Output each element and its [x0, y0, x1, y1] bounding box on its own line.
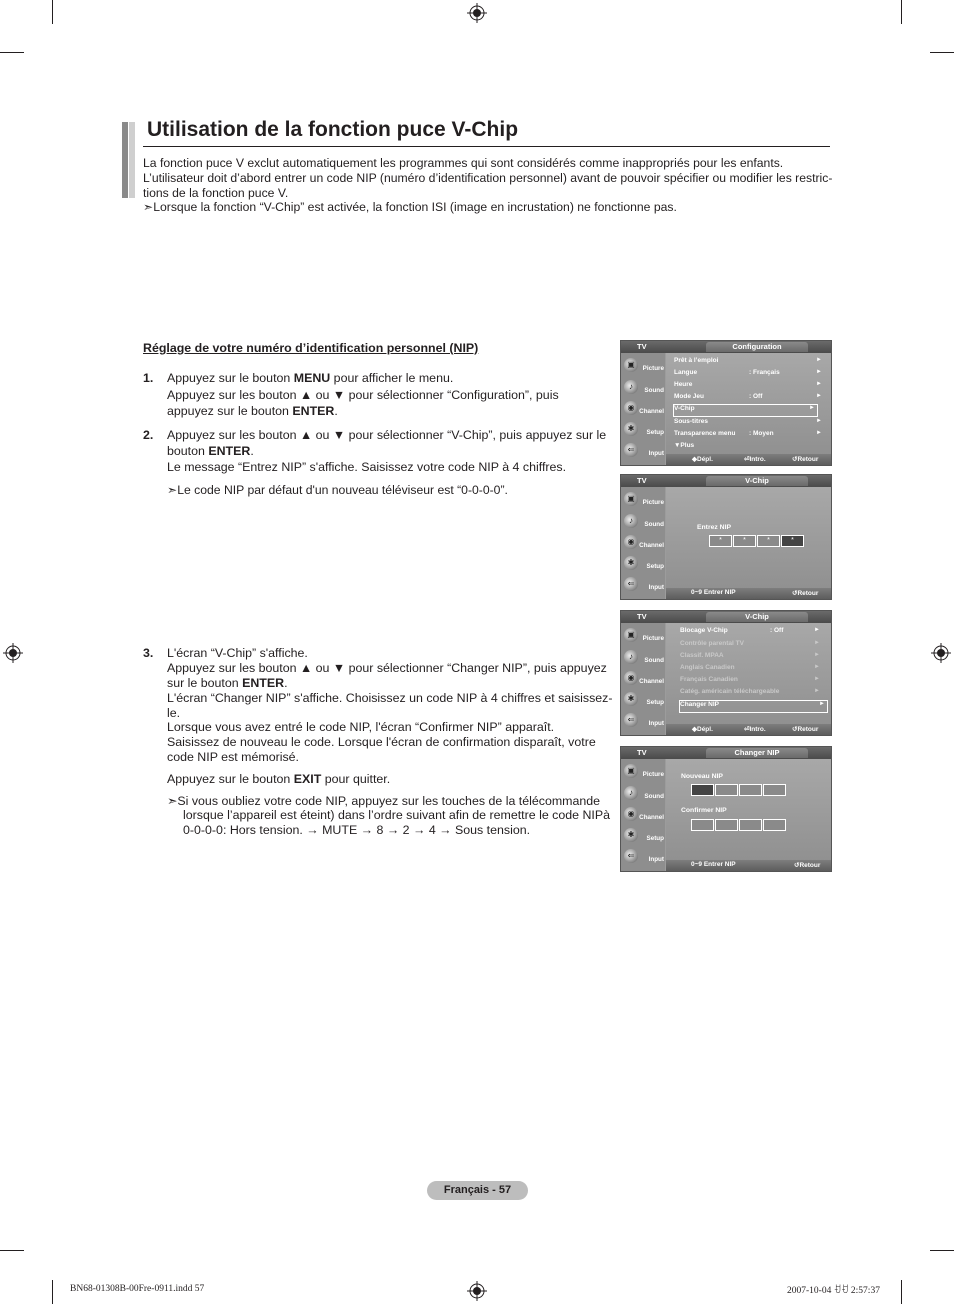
- picture-icon: ▣: [624, 628, 638, 642]
- osd-side-input: ⇐ Input: [623, 576, 665, 596]
- osd-menu-item[interactable]: Prêt à l’emploi ►: [674, 357, 822, 364]
- osd-side-sound: ♪ Sound: [623, 649, 665, 669]
- osd-footer: [666, 588, 831, 599]
- sound-icon: ♪: [624, 786, 638, 800]
- picture-icon: ▣: [624, 492, 638, 506]
- osd-menu-item[interactable]: Mode Jeu : Off ►: [674, 393, 822, 400]
- step3-line: Saisissez de nouveau le code. Lorsque l'écran de confirmation disparaît, votre: [167, 735, 596, 749]
- osd-side-input: ⇐ Input: [623, 848, 665, 868]
- new-pin-digit-box[interactable]: [715, 784, 738, 796]
- digit-hint: 0~9 Entrer NIP: [691, 589, 736, 596]
- pin-prompt: Entrez NIP: [697, 524, 731, 531]
- osd-vchip-menu-screen: [620, 610, 832, 736]
- osd-menu-item-disabled: Contrôle parental TV ►: [680, 640, 820, 647]
- channel-icon: ◉: [624, 671, 638, 685]
- picture-icon: ▣: [624, 764, 638, 778]
- page-number-badge: Français - 57: [427, 1181, 528, 1200]
- input-icon: ⇐: [624, 577, 638, 591]
- step3-line: le.: [167, 706, 181, 720]
- print-file-info: BN68-01308B-00Fre-0911.indd 57: [70, 1284, 205, 1294]
- confirm-pin-digit-box[interactable]: [739, 819, 762, 831]
- registration-mark-icon: [467, 3, 487, 23]
- osd-menu-item[interactable]: Heure ►: [674, 381, 822, 388]
- intro-line: L’utilisateur doit d’abord entrer un code NIP (numéro d’identification personnel) avant de pouvoir spécifier ou modifier les restric-: [143, 171, 833, 185]
- osd-side-channel: ◉ Channel: [623, 400, 665, 420]
- input-icon: ⇐: [624, 443, 638, 457]
- osd-tv-label: TV: [637, 342, 647, 351]
- sound-icon: ♪: [624, 380, 638, 394]
- crop-mark: [901, 1280, 902, 1304]
- channel-icon: ◉: [624, 535, 638, 549]
- osd-footer: [666, 724, 831, 735]
- step-number: 3.: [143, 646, 154, 660]
- new-pin-digit-box[interactable]: [739, 784, 762, 796]
- osd-sidebar: [621, 623, 665, 735]
- step-number: 1.: [143, 371, 154, 385]
- osd-side-channel: ◉ Channel: [623, 534, 665, 554]
- step2-note: ➣Le code NIP par défaut d'un nouveau téléviseur est “0-0-0-0”.: [167, 483, 508, 497]
- move-hint: ◆ Dépl.: [692, 456, 713, 463]
- osd-menu-item[interactable]: Sous-titres ►: [674, 418, 822, 425]
- step1-line: Appuyez sur le bouton MENU pour afficher le menu.: [167, 371, 454, 385]
- osd-title: V-Chip: [706, 612, 808, 622]
- page-title: Utilisation de la fonction puce V-Chip: [147, 118, 519, 141]
- title-rule: [143, 146, 830, 147]
- crop-mark: [52, 1280, 53, 1304]
- registration-mark-icon: [467, 1281, 487, 1301]
- new-pin-digit-box[interactable]: [763, 784, 786, 796]
- return-hint: ↺ Retour: [794, 862, 821, 869]
- osd-side-input: ⇐ Input: [623, 712, 665, 732]
- confirm-pin-digit-box[interactable]: [763, 819, 786, 831]
- osd-footer: [666, 454, 831, 465]
- osd-title: Configuration: [706, 342, 808, 352]
- confirm-pin-digit-box[interactable]: [691, 819, 714, 831]
- registration-mark-icon: [931, 643, 951, 663]
- osd-vchip-pin-screen: [620, 474, 832, 600]
- step1-line: appuyez sur le bouton ENTER.: [167, 404, 338, 418]
- osd-title: Changer NIP: [706, 748, 808, 758]
- osd-sidebar: [621, 487, 665, 599]
- osd-menu-item-disabled: Catég. américain téléchargeable ►: [680, 688, 820, 695]
- osd-menu-item[interactable]: ▼Plus: [674, 442, 695, 449]
- return-hint: ↺ Retour: [792, 726, 819, 733]
- osd-menu-item-disabled: Classif. MPAA ►: [680, 652, 820, 659]
- title-accent-bar: [129, 122, 135, 198]
- step2-line: Appuyez sur les bouton ▲ ou ▼ pour sélectionner “V-Chip”, puis appuyez sur le: [167, 428, 607, 442]
- step3-line: Lorsque vous avez entré le code NIP, l'écran “Confirmer NIP” apparaît.: [167, 720, 555, 734]
- osd-side-picture: ▣ Picture: [623, 491, 665, 511]
- intro-note: ➣Lorsque la fonction “V-Chip” est activée, la fonction ISI (image en incrustation) ne fonctionne pas.: [143, 200, 677, 214]
- enter-hint: ⏎ Intro.: [744, 726, 766, 733]
- crop-mark: [52, 0, 53, 24]
- osd-side-picture: ▣ Picture: [623, 357, 665, 377]
- title-accent-bar: [122, 122, 128, 198]
- step3-line: Appuyez sur le bouton EXIT pour quitter.: [167, 772, 391, 786]
- setup-gear-icon: ✱: [624, 692, 638, 706]
- registration-mark-icon: [3, 643, 23, 663]
- osd-menu-item[interactable]: Transparence menu : Moyen ►: [674, 430, 822, 437]
- step2-line: bouton ENTER.: [167, 444, 254, 458]
- step3-line: L'écran “Changer NIP” s'affiche. Choisissez un code NIP à 4 chiffres et saisissez-: [167, 691, 613, 705]
- input-icon: ⇐: [624, 713, 638, 727]
- pin-digit-box-active[interactable]: *: [781, 535, 804, 547]
- return-hint: ↺ Retour: [792, 456, 819, 463]
- setup-gear-icon: ✱: [624, 828, 638, 842]
- step3-line: sur le bouton ENTER.: [167, 676, 288, 690]
- osd-side-channel: ◉ Channel: [623, 670, 665, 690]
- channel-icon: ◉: [624, 807, 638, 821]
- osd-menu-item-selected[interactable]: Changer NIP ►: [679, 700, 828, 713]
- step3-line: code NIP est mémorisé.: [167, 750, 299, 764]
- move-hint: ◆ Dépl.: [692, 726, 713, 733]
- print-timestamp: 2007-10-04 ꀀꀀ 2:57:37: [787, 1286, 880, 1296]
- new-pin-digit-box-active[interactable]: [691, 784, 714, 796]
- channel-icon: ◉: [624, 401, 638, 415]
- osd-tv-label: TV: [637, 748, 647, 757]
- osd-side-setup: ✱ Setup: [623, 421, 665, 441]
- osd-side-sound: ♪ Sound: [623, 785, 665, 805]
- osd-tv-label: TV: [637, 476, 647, 485]
- osd-menu-item-disabled: Anglais Canadien ►: [680, 664, 820, 671]
- step3-line: L'écran “V-Chip” s'affiche.: [167, 646, 308, 660]
- osd-side-picture: ▣ Picture: [623, 763, 665, 783]
- crop-mark: [930, 52, 954, 53]
- setup-gear-icon: ✱: [624, 556, 638, 570]
- step3-note: ➣Si vous oubliez votre code NIP, appuyez sur les touches de la télécommande: [167, 794, 601, 808]
- osd-change-pin-screen: [620, 746, 832, 872]
- sound-icon: ♪: [624, 650, 638, 664]
- osd-footer: [666, 860, 831, 871]
- osd-side-setup: ✱ Setup: [623, 827, 665, 847]
- osd-side-picture: ▣ Picture: [623, 627, 665, 647]
- step-number: 2.: [143, 428, 154, 442]
- osd-side-sound: ♪ Sound: [623, 513, 665, 533]
- osd-side-sound: ♪ Sound: [623, 379, 665, 399]
- return-hint: ↺ Retour: [792, 590, 819, 597]
- step2-line: Le message “Entrez NIP” s'affiche. Saisissez votre code NIP à 4 chiffres.: [167, 460, 567, 474]
- osd-menu-item[interactable]: Langue : Français ►: [674, 369, 822, 376]
- enter-hint: ⏎ Intro.: [744, 456, 766, 463]
- osd-sidebar: [621, 759, 665, 871]
- crop-mark: [0, 52, 24, 53]
- crop-mark: [930, 1250, 954, 1251]
- input-icon: ⇐: [624, 849, 638, 863]
- confirm-pin-digit-box[interactable]: [715, 819, 738, 831]
- osd-side-setup: ✱ Setup: [623, 691, 665, 711]
- osd-tv-label: TV: [637, 612, 647, 621]
- osd-menu-item-disabled: Français Canadien ►: [680, 676, 820, 683]
- picture-icon: ▣: [624, 358, 638, 372]
- sound-icon: ♪: [624, 514, 638, 528]
- step3-line: Appuyez sur les bouton ▲ ou ▼ pour sélectionner “Changer NIP”, puis appuyez: [167, 661, 607, 675]
- osd-menu-item-selected[interactable]: V-Chip ►: [673, 404, 818, 417]
- pin-digit-box[interactable]: *: [733, 535, 756, 547]
- osd-sidebar: [621, 353, 665, 465]
- osd-side-input: ⇐ Input: [623, 442, 665, 462]
- osd-title: V-Chip: [706, 476, 808, 486]
- pin-digit-box[interactable]: *: [709, 535, 732, 547]
- osd-menu-item[interactable]: Blocage V-Chip : Off ►: [680, 627, 820, 634]
- crop-mark: [0, 1250, 24, 1251]
- setup-gear-icon: ✱: [624, 422, 638, 436]
- new-pin-label: Nouveau NIP: [681, 773, 723, 780]
- intro-line: tions de la fonction puce V.: [143, 186, 289, 200]
- section-heading: Réglage de votre numéro d’identification personnel (NIP): [143, 341, 479, 355]
- intro-line: La fonction puce V exclut automatiquement les programmes qui sont considérés comme inappropriés pour les enfants.: [143, 156, 784, 170]
- step1-line: Appuyez sur les bouton ▲ ou ▼ pour sélectionner “Configuration”, puis: [167, 388, 559, 402]
- crop-mark: [901, 0, 902, 24]
- osd-side-channel: ◉ Channel: [623, 806, 665, 826]
- osd-side-setup: ✱ Setup: [623, 555, 665, 575]
- pin-digit-box[interactable]: *: [757, 535, 780, 547]
- step3-note: 0-0-0-0: Hors tension. → MUTE → 8 → 2 → 4 → Sous tension.: [183, 823, 531, 837]
- digit-hint: 0~9 Entrer NIP: [691, 861, 736, 868]
- step3-note: lorsque l’appareil est éteint) dans l’ordre suivant afin de remettre le code NIPà: [183, 808, 611, 822]
- osd-configuration-screen: [620, 340, 832, 466]
- confirm-pin-label: Confirmer NIP: [681, 807, 727, 814]
